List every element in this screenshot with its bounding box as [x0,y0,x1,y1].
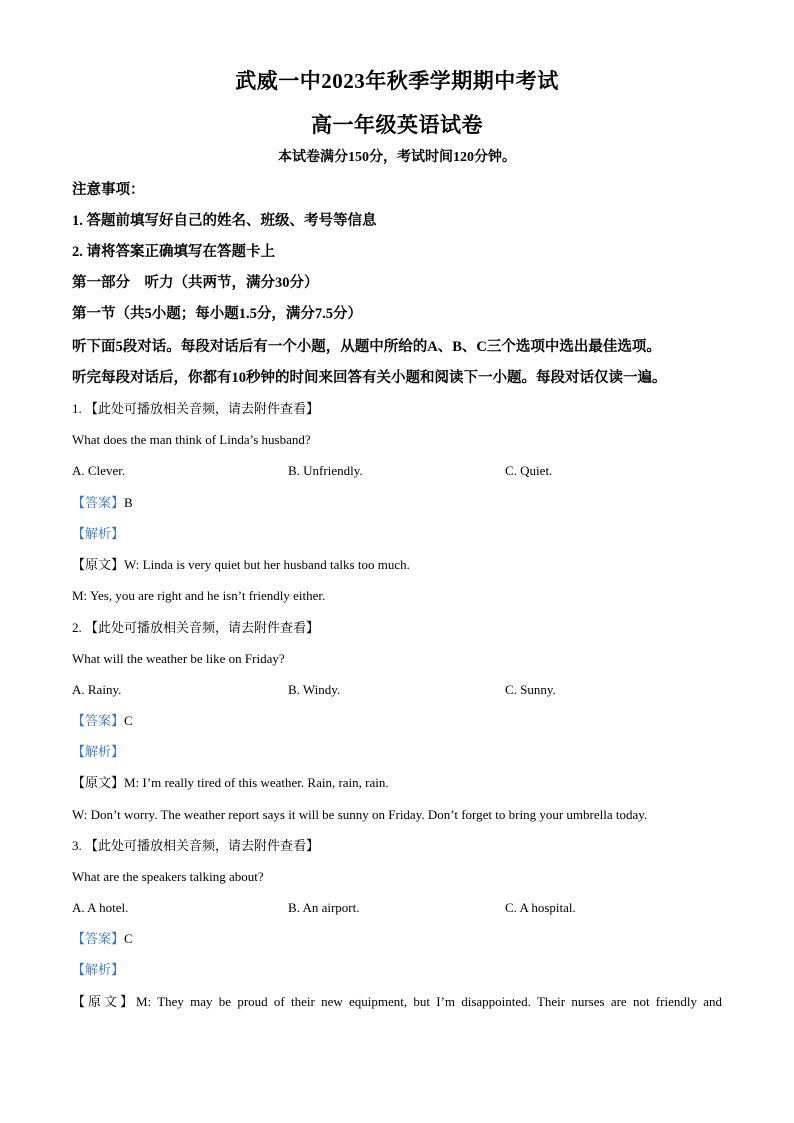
question-2-answer [72,712,133,730]
question-3-answer [72,930,133,948]
transcript-label: 【原文】 [72,994,137,1009]
question-1-transcript-1 [72,556,410,574]
answer-value: C [124,931,133,946]
transcript-label: 【原文】 [72,775,125,790]
answer-value: B [124,495,133,510]
question-2-transcript-2: W: Don’t worry. The weather report says it will be sunny on Friday. Don’t forget to bring your umbrella today. [72,807,648,822]
question-3-analysis-label: 【解析】 [72,962,125,977]
answer-label: 【答案】 [72,713,125,728]
question-2-text: What will the weather be like on Friday? [72,651,285,666]
question-2-analysis-label: 【解析】 [72,744,125,759]
question-1-header: 1. 【此处可播放相关音频，请去附件查看】 [72,401,320,416]
exam-title: 武威一中2023年秋季学期期中考试 [235,69,559,93]
answer-label: 【答案】 [72,931,125,946]
question-1-analysis-label: 【解析】 [72,526,125,541]
question-3-option-c: C. A hospital. [505,900,576,915]
answer-value: C [124,713,133,728]
question-3-text: What are the speakers talking about? [72,869,264,884]
answer-label: 【答案】 [72,495,125,510]
note-item-2: 2. 请将答案正确填写在答题卡上 [72,244,275,260]
question-2-transcript-1 [72,774,389,792]
question-1-text: What does the man think of Linda’s husband? [72,432,311,447]
transcript-text: M: They may be proud of their new equipment, but I’m disappointed. Their nurses are not friendly and [136,994,722,1009]
question-2-option-c: C. Sunny. [505,682,556,697]
notes-heading: 注意事项： [72,182,145,198]
question-1-option-a: A. Clever. [72,463,126,478]
transcript-label: 【原文】 [72,557,125,572]
question-3-option-a: A. A hotel. [72,900,129,915]
question-2-header: 2. 【此处可播放相关音频，请去附件查看】 [72,620,320,635]
transcript-text: M: I’m really tired of this weather. Rain, rain, rain. [124,775,389,790]
question-3-header: 3. 【此处可播放相关音频，请去附件查看】 [72,838,320,853]
note-item-1: 1. 答题前填写好自己的姓名、班级、考号等信息 [72,213,377,229]
subsection-heading: 第一节（共5小题；每小题1.5分，满分7.5分） [72,306,362,322]
instruction-line-2: 听完每段对话后，你都有10秒钟的时间来回答有关小题和阅读下一小题。每段对话仅读一遍。 [72,370,667,386]
question-1-answer [72,494,133,512]
exam-subtitle: 高一年级英语试卷 [311,113,483,137]
instruction-line-1: 听下面5段对话。每段对话后有一个小题，从题中所给的A、B、C三个选项中选出最佳选项。 [72,339,661,355]
exam-info: 本试卷满分150分，考试时间120分钟。 [278,150,516,165]
question-1-option-b: B. Unfriendly. [288,463,363,478]
question-3-transcript-1 [72,993,722,1011]
question-1-option-c: C. Quiet. [505,463,553,478]
transcript-text: W: Linda is very quiet but her husband talks too much. [124,557,410,572]
question-2-option-b: B. Windy. [288,682,341,697]
question-3-option-b: B. An airport. [288,900,360,915]
question-2-option-a: A. Rainy. [72,682,122,697]
question-1-transcript-2: M: Yes, you are right and he isn’t friendly either. [72,588,326,603]
part-heading: 第一部分 听力（共两节，满分30分） [72,275,319,291]
